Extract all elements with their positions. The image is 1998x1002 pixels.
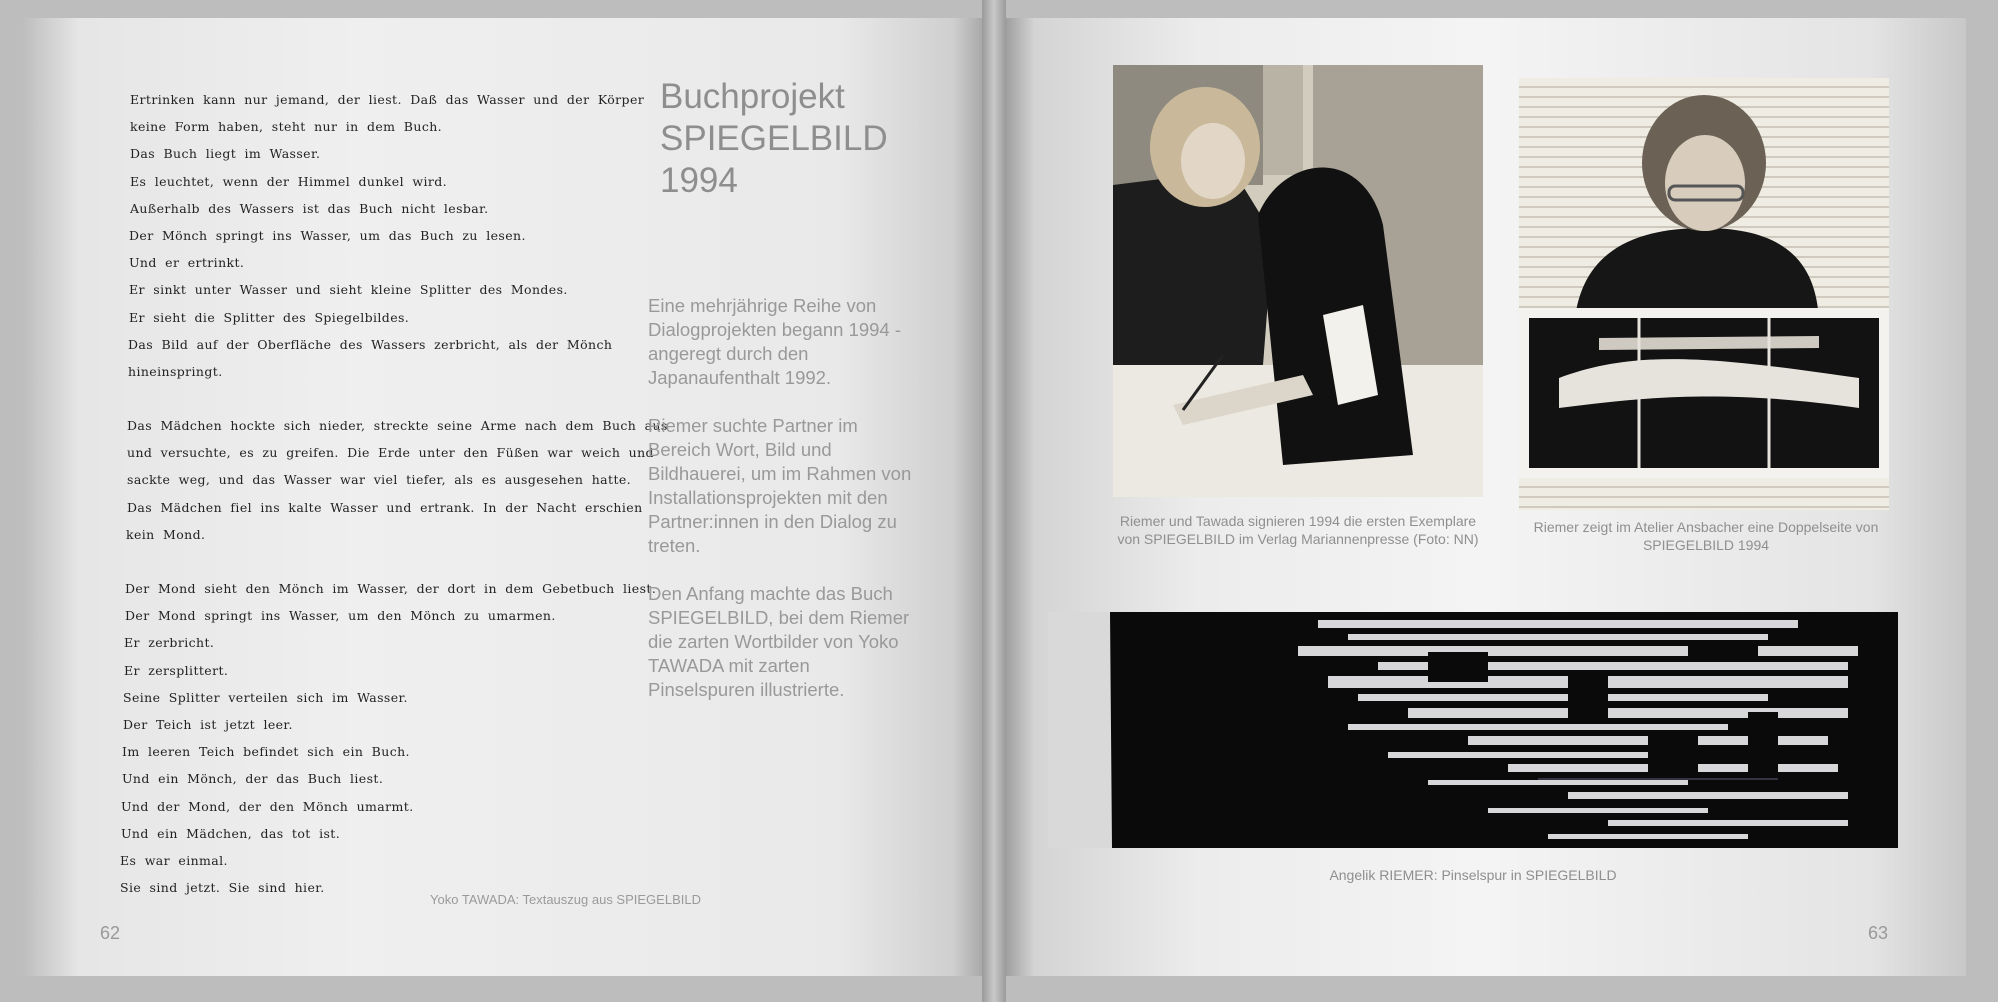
poem-line: Außerhalb des Wassers ist das Buch nicht lesbar. bbox=[130, 200, 489, 216]
poem-line: Und ein Mönch, der das Buch liest. bbox=[122, 771, 384, 787]
poem-line: Seine Splitter verteilen sich im Wasser. bbox=[123, 689, 408, 705]
photo-atelier-image bbox=[1519, 78, 1889, 510]
poem-line: Er zerbricht. bbox=[124, 635, 215, 651]
poem-stanza-2 bbox=[118, 412, 668, 548]
brushstroke-image bbox=[1048, 612, 1898, 848]
title-line: Buchprojekt bbox=[660, 77, 845, 116]
poem-line: Und er ertrinkt. bbox=[129, 255, 245, 271]
photo-signing bbox=[1113, 65, 1483, 497]
poem-line: kein Mond. bbox=[126, 526, 206, 542]
poem-line: Und der Mond, der den Mönch umarmt. bbox=[121, 798, 414, 814]
left-page bbox=[22, 18, 982, 976]
section-title bbox=[660, 76, 888, 202]
poem-line: Sie sind jetzt. Sie sind hier. bbox=[120, 880, 325, 896]
poem-stanza-1 bbox=[118, 86, 645, 385]
page-number-left: 62 bbox=[100, 923, 121, 943]
poem-caption: Yoko TAWADA: Textauszug aus SPIEGELBILD bbox=[430, 892, 701, 907]
brushstroke-caption: Angelik RIEMER: Pinselspur in SPIEGELBILD bbox=[1329, 867, 1617, 883]
poem-line: Das Buch liegt im Wasser. bbox=[130, 146, 321, 162]
poem-line: Der Teich ist jetzt leer. bbox=[123, 716, 293, 732]
brushstroke-artwork bbox=[1048, 612, 1898, 848]
poem-line: sackte weg, und das Wasser war viel tiefer, als es ausgesehen hatte. bbox=[127, 472, 632, 488]
page-number-right: 63 bbox=[1867, 923, 1888, 943]
photo-signing-image bbox=[1113, 65, 1483, 497]
poem-line: Das Bild auf der Oberfläche des Wassers zerbricht, als der Mönch bbox=[128, 336, 613, 352]
title-line: 1994 bbox=[660, 161, 738, 200]
paragraph: Den Anfang machte das Buch SPIEGELBILD, bei dem Riemer die zarten Wortbilder von Yoko TAWADA mit zarten Pinselspuren illustrierte. bbox=[648, 583, 910, 700]
poem-line: Der Mond sieht den Mönch im Wasser, der dort in dem Gebetbuch liest. bbox=[125, 581, 657, 596]
poem-line: und versuchte, es zu greifen. Die Erde unter den Füßen war weich und bbox=[127, 445, 654, 461]
poem-line: Der Mönch springt ins Wasser, um das Buch zu lesen. bbox=[129, 227, 526, 243]
poem-line: Er zersplittert. bbox=[124, 662, 229, 678]
book-gutter bbox=[982, 0, 1006, 1002]
poem-line: Das Mädchen hockte sich nieder, streckte seine Arme nach dem Buch aus bbox=[127, 418, 668, 434]
poem-line: hineinspringt. bbox=[128, 363, 223, 379]
body-text bbox=[648, 294, 913, 726]
paragraph: Riemer suchte Partner im Bereich Wort, Bild und Bildhauerei, um im Rahmen von Installationsprojekten mit den Partner:innen in den Dialog zu treten. bbox=[648, 415, 912, 556]
poem-line: Er sieht die Splitter des Spiegelbildes. bbox=[129, 309, 410, 325]
poem-line: Das Mädchen fiel ins kalte Wasser und ertrank. In der Nacht erschien bbox=[127, 499, 643, 515]
poem-line: Ertrinken kann nur jemand, der liest. Daß das Wasser und der Körper bbox=[130, 92, 645, 107]
poem-line: Es leuchtet, wenn der Himmel dunkel wird. bbox=[130, 173, 447, 189]
poem-line: Im leeren Teich befindet sich ein Buch. bbox=[122, 744, 410, 760]
photo-atelier bbox=[1519, 78, 1889, 510]
poem-line: Es war einmal. bbox=[120, 852, 228, 868]
poem-line: Der Mond springt ins Wasser, um den Mönch zu umarmen. bbox=[125, 608, 556, 624]
photo-signing-caption: Riemer und Tawada signieren 1994 die ersten Exemplare von SPIEGELBILD im Verlag Mariannenpresse (Foto: NN) bbox=[1117, 513, 1479, 547]
photo-atelier-caption: Riemer zeigt im Atelier Ansbacher eine Doppelseite von SPIEGELBILD 1994 bbox=[1533, 519, 1879, 553]
right-page bbox=[1006, 18, 1966, 976]
paragraph: Eine mehrjährige Reihe von Dialogprojekten begann 1994 - angeregt durch den Japanaufenthalt 1992. bbox=[648, 295, 902, 388]
poem-line: Er sinkt unter Wasser und sieht kleine Splitter des Mondes. bbox=[129, 282, 568, 298]
title-line: SPIEGELBILD bbox=[660, 119, 888, 158]
poem-line: keine Form haben, steht nur in dem Buch. bbox=[130, 119, 443, 135]
poem-line: Und ein Mädchen, das tot ist. bbox=[121, 825, 341, 841]
